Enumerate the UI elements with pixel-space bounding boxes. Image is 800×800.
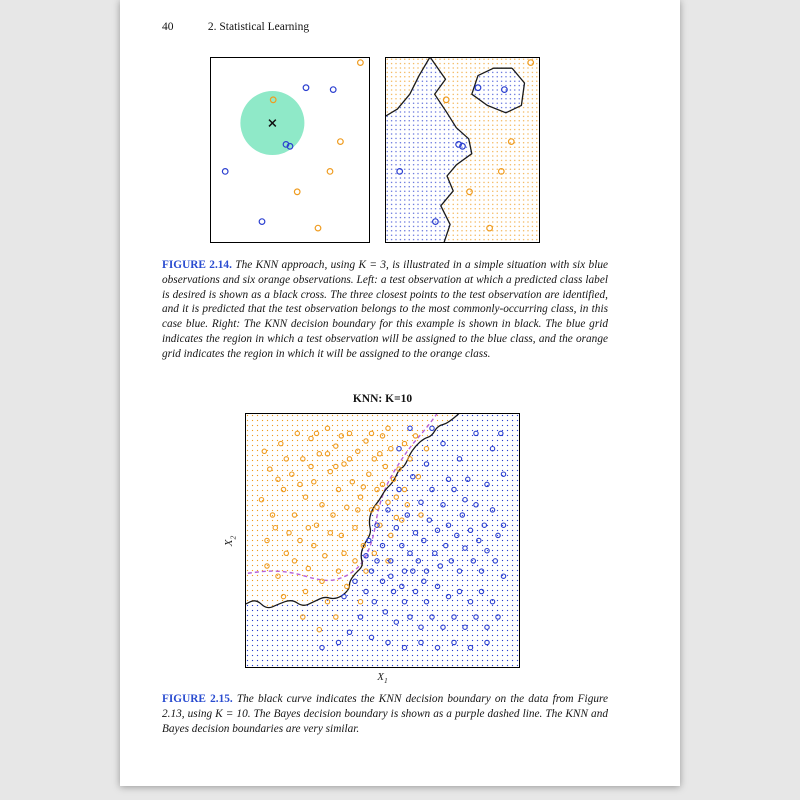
knn-k3-left-panel bbox=[210, 57, 370, 243]
figure-2-15-label: FIGURE 2.15. bbox=[162, 693, 233, 705]
x-axis-label: $X_1$ bbox=[377, 671, 388, 686]
textbook-page bbox=[120, 0, 680, 786]
plot-title: KNN: K=10 bbox=[352, 393, 413, 405]
figure-2-15 bbox=[223, 393, 520, 686]
running-header: 2. Statistical Learning bbox=[207, 21, 310, 33]
figure-2-15-caption bbox=[162, 692, 608, 736]
figure-2-14-caption bbox=[162, 258, 608, 362]
figure-2-14-panels bbox=[210, 57, 540, 243]
plot-area bbox=[223, 413, 520, 668]
figure-2-14-label: FIGURE 2.14. bbox=[162, 259, 232, 271]
figure-2-14-caption-text: The KNN approach, using K = 3, is illustrated in a simple situation with six blue observations and six orange observations. Left: a test observation at which a predicted class label is desired is shown as a black cross. The three closest points to the test observation are identified, and it is predicted that the test observation belongs to the most commonly-occurring class, in this case blue. Right: The KNN decision boundary for this example is shown in black. The blue grid indicates the region in which a test observation will be assigned to the blue class, and the orange grid indicates the region in which it will be assigned to the orange class. bbox=[162, 259, 609, 360]
y-axis-label: $X_2$ bbox=[223, 535, 238, 546]
knn-k3-right-panel bbox=[385, 57, 540, 243]
figure-2-15-caption-text: The black curve indicates the KNN decision boundary on the data from Figure 2.13, using K = 10. The Bayes decision boundary is shown as a purple dashed line. The KNN and Bayes decision boundaries are very similar. bbox=[162, 693, 608, 735]
page-header bbox=[162, 21, 638, 33]
knn-k10-plot bbox=[245, 413, 520, 668]
page-number: 40 bbox=[162, 21, 174, 33]
